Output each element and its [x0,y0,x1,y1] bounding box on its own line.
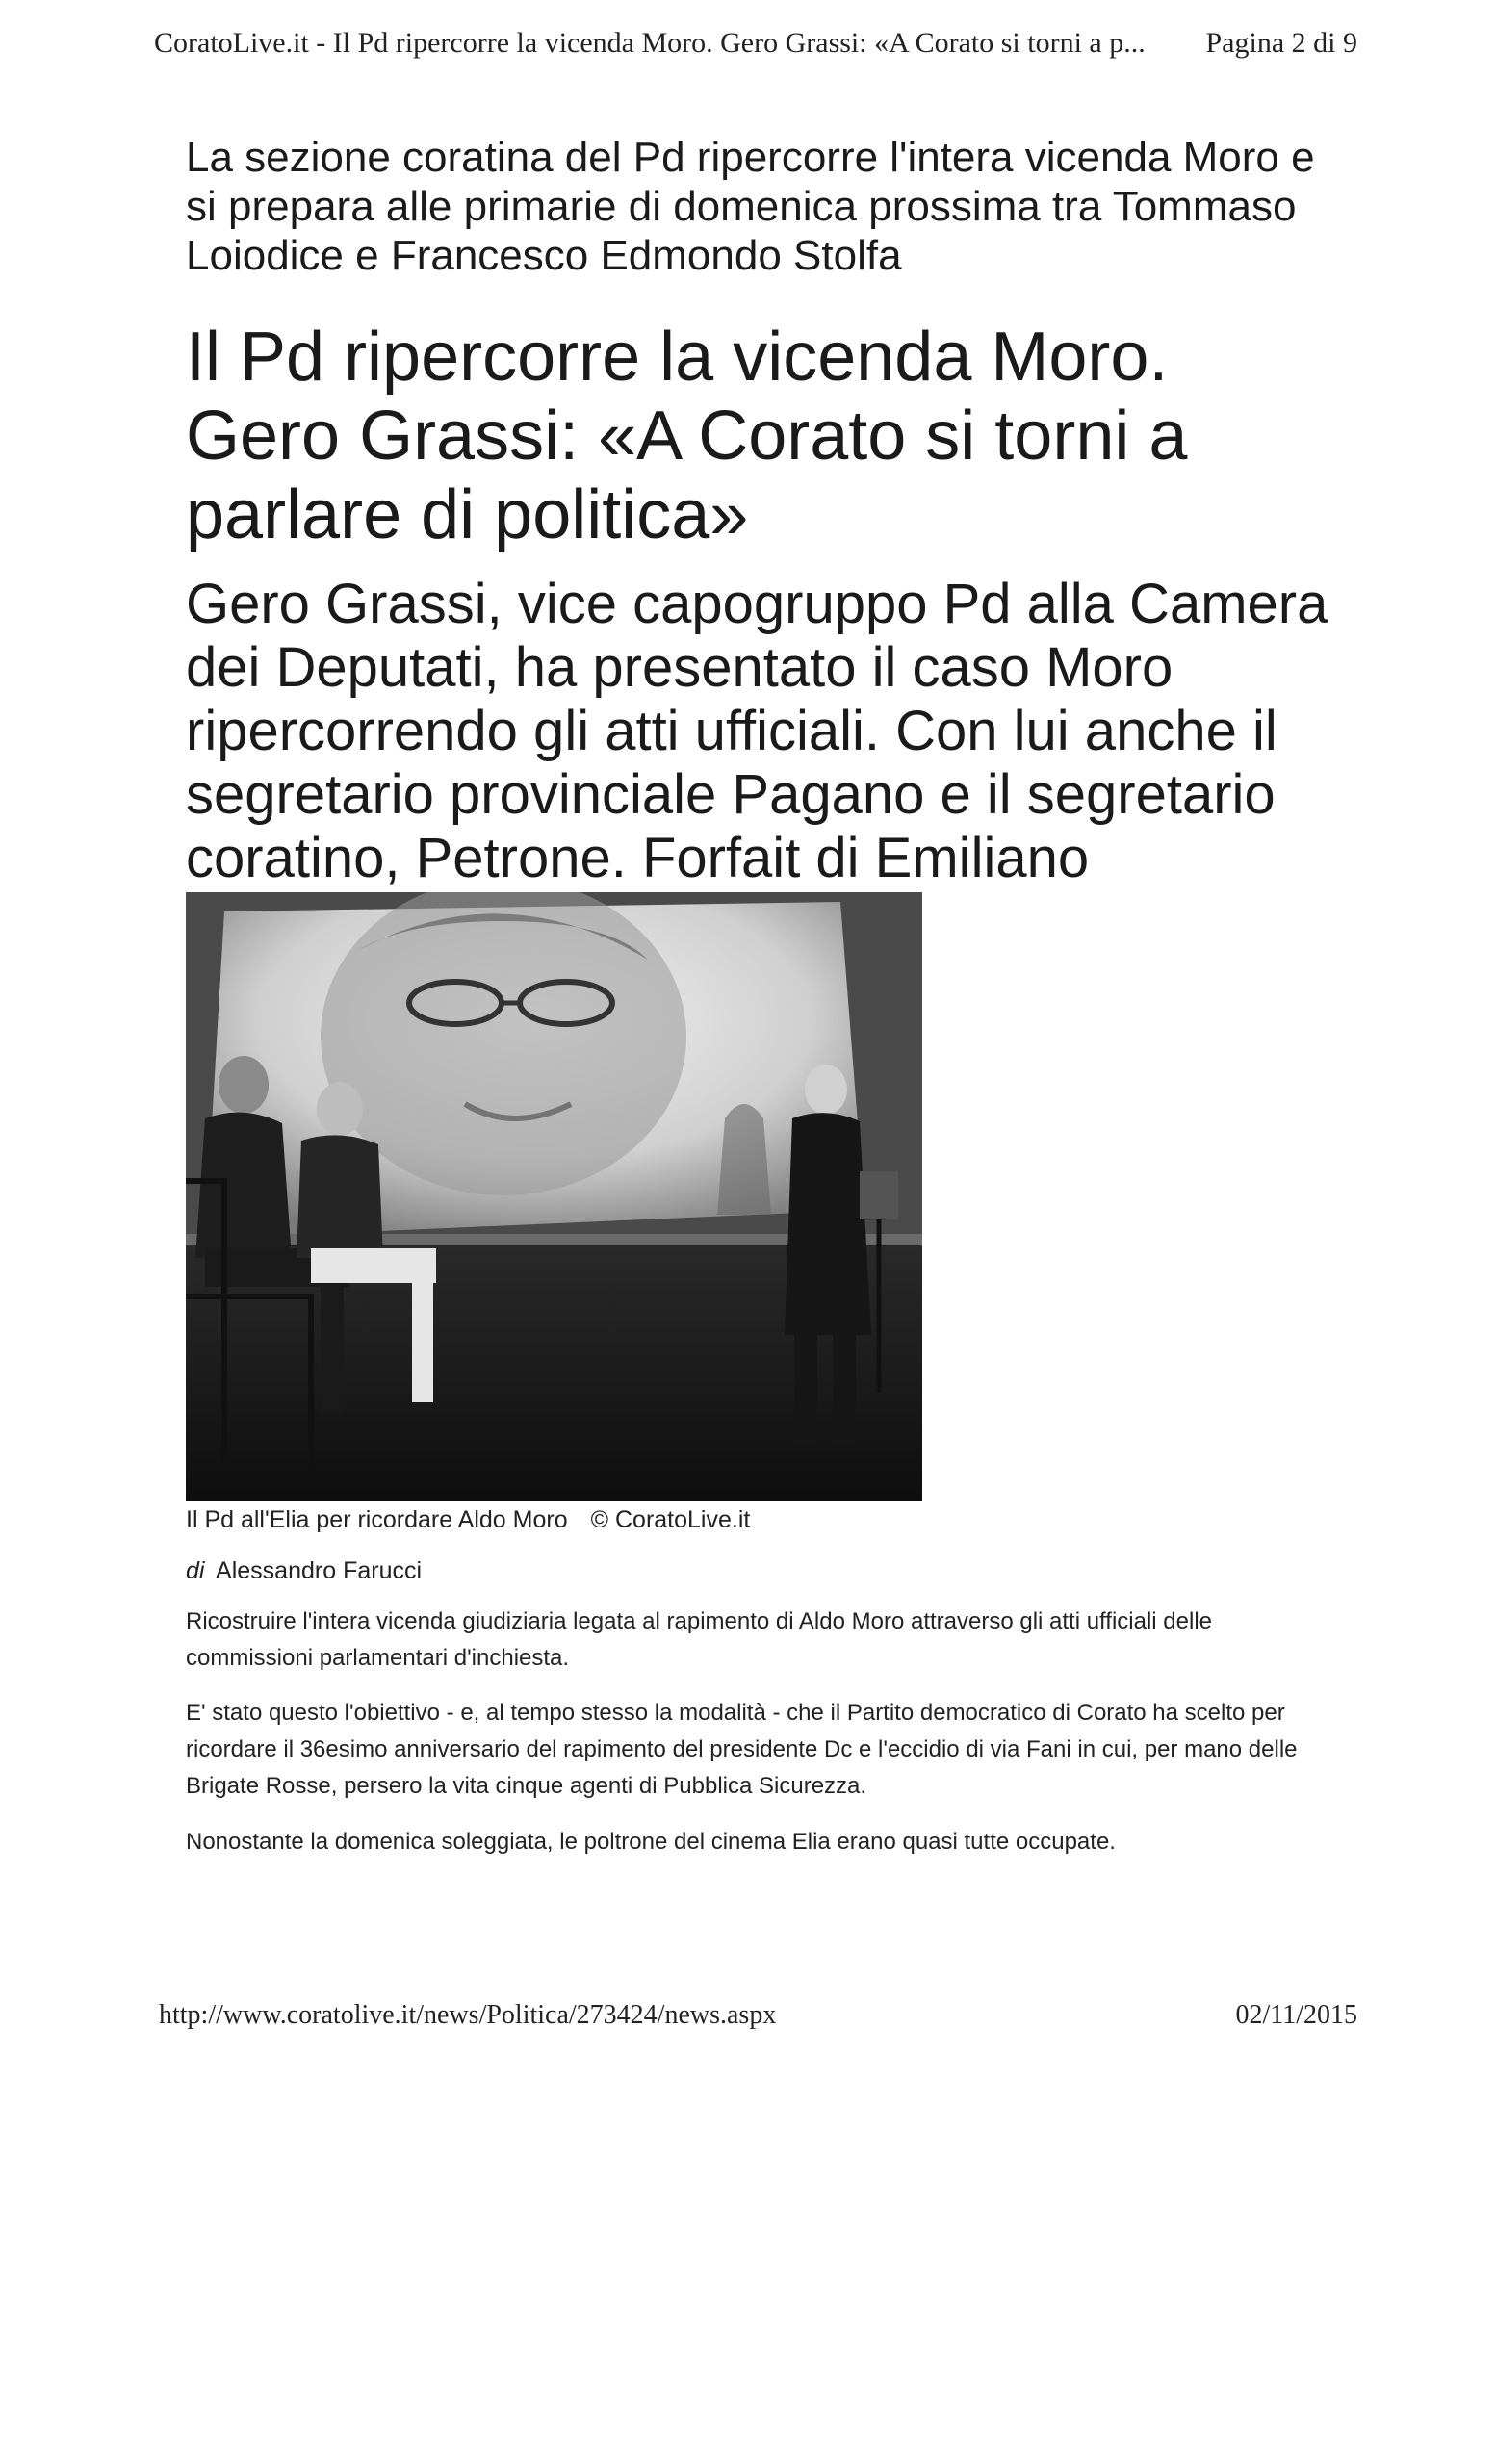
byline-prefix: di [186,1557,205,1584]
photo-caption-text: Il Pd all'Elia per ricordare Aldo Moro [186,1506,568,1533]
byline [186,1557,422,1585]
event-photo-illustration [186,892,922,1502]
photo-caption [186,1506,750,1534]
body-paragraph: Nonostante la domenica soleggiata, le poltrone del cinema Elia erano quasi tutte occupate. [186,1829,1116,1855]
article-subtitle: Gero Grassi, vice capogruppo Pd alla Camera dei Deputati, ha presentato il caso Moro ripercorrendo gli atti ufficiali. Con lui anche il segretario provinciale Pagano e il segretario coratino, Petrone. Forfait di Emiliano [186,573,1328,889]
print-footer [159,2000,1357,2031]
print-date: 02/11/2015 [1235,2000,1357,2030]
photo-credit: © CoratoLive.it [590,1506,751,1533]
article-headline: Il Pd ripercorre la vicenda Moro. Gero Grassi: «A Corato si torni a parlare di politica» [186,319,1188,553]
print-header [154,27,1357,60]
body-paragraph: Ricostruire l'intera vicenda giudiziaria legata al rapimento di Aldo Moro attraverso gli atti ufficiali delle commissioni parlamentari d'inchiesta. [186,1608,1213,1671]
body-paragraph: E' stato questo l'obiettivo - e, al tempo stesso la modalità - che il Partito democratico di Corato ha scelto per ricordare il 36esimo anniversario del rapimento del presidente Dc e l'eccidio di via Fani in cui, per mano delle Brigate Rosse, persero la vita cinque agenti di Pubblica Sicurezza. [186,1700,1298,1799]
byline-author: Alessandro Farucci [216,1557,423,1584]
print-header-title: CoratoLive.it - Il Pd ripercorre la vicenda Moro. Gero Grassi: «A Corato si torni a p... [154,27,1146,59]
article-photo [186,892,922,1502]
page-counter: Pagina 2 di 9 [1205,27,1357,59]
page-url: http://www.coratolive.it/news/Politica/273424/news.aspx [159,2000,777,2030]
article-kicker: La sezione coratina del Pd ripercorre l'intera vicenda Moro e si prepara alle primarie di domenica prossima tra Tommaso Loiodice e Francesco Edmondo Stolfa [186,134,1315,279]
